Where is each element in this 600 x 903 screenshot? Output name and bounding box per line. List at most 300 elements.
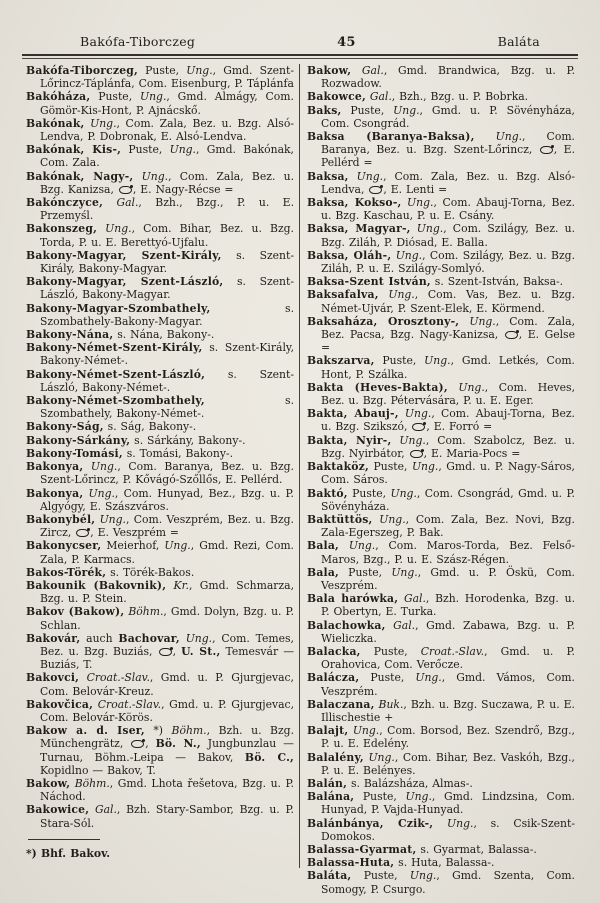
gazetteer-entry	[307, 170, 575, 196]
gazetteer-entry	[26, 394, 294, 420]
entry-region-abbrev: Böhm.	[171, 724, 207, 738]
entry-text: , Com. Baranya, Bez. u. Bzg. Szent-Lőrincz,	[321, 130, 575, 157]
entry-headword: Bakow,	[26, 776, 71, 790]
entry-region-abbrev: Ung.	[90, 116, 117, 130]
entry-region-abbrev: Gal.	[94, 803, 117, 817]
entry-text: , Com. Hunyad, Bez., Bzg. u. P. Algyógy, E. Szászváros.	[40, 486, 294, 513]
gazetteer-entry	[26, 368, 294, 394]
entry-text: Puste,	[138, 64, 187, 77]
entry-text: , Gmd. Vámos, Com. Veszprém.	[321, 671, 575, 698]
gazetteer-entry	[307, 817, 575, 843]
entry-text: , Gmd. Szent-Lőrincz-Táplánfa, Com. Eisenburg, P. Táplánfa	[40, 64, 294, 91]
entry-headword: Balalény,	[307, 750, 364, 764]
entry-text	[475, 130, 496, 143]
entry-text	[448, 381, 459, 394]
header-left-keyword: Bakófa-Tiborczeg	[80, 34, 196, 49]
entry-text: , Gmd. Almágy, Com. Gömör-Kis-Hont, P. Ajnácskő.	[40, 90, 294, 117]
entry-region-abbrev: Ung.	[415, 671, 442, 685]
entry-region-abbrev: Gal.	[403, 592, 426, 606]
entry-text: Puste,	[338, 565, 392, 579]
gazetteer-entry	[307, 777, 575, 790]
entry-headword: Bakony-Német-Szent-Király,	[26, 341, 203, 355]
entry-text: Puste,	[121, 143, 170, 157]
entry-headword: Bakovčica,	[26, 697, 94, 711]
entry-region-abbrev: Buk.	[378, 697, 404, 711]
gazetteer-entry	[26, 117, 294, 143]
right-column	[300, 64, 575, 896]
entry-region-abbrev: Ung.	[393, 103, 420, 117]
entry-text: Kopidlno — Bakov, T.	[40, 763, 156, 777]
entry-text: Puste,	[360, 644, 421, 658]
gazetteer-entry	[26, 90, 294, 116]
gazetteer-entry	[26, 539, 294, 565]
entry-text: , Com. Zala, Bez. u. Bzg. Alsó-Lendva, P. Dobronak, E. Alsó-Lendva.	[40, 116, 294, 144]
entry-text: , Com. Csongrád, Gmd. u. P. Sövényháza.	[321, 486, 575, 513]
entry-text	[433, 817, 447, 830]
entry-text: , Gmd. Bakónak, Com. Zala.	[40, 143, 294, 170]
entry-headword: Bakony-Magyar-Szombathely,	[26, 301, 211, 315]
entry-text: Puste,	[351, 869, 410, 883]
entry-text: , Gmd. u. P. Nagy-Sáros, Com. Sáros.	[321, 460, 575, 487]
gazetteer-entry	[307, 130, 575, 170]
entry-text: , Com. Szilágy, Bez. u. Bzg. Ziláh, P. u. E. Szilágy-Somlyó.	[321, 248, 576, 276]
entry-region-abbrev: Ung.	[105, 222, 132, 236]
entry-region-abbrev: Ung.	[409, 869, 437, 883]
entry-headword: Baktüttös,	[307, 512, 373, 526]
entry-text: s. Szent-László, Bakony-Német-.	[40, 367, 294, 394]
entry-text: , Com. Zala, Bez. u. Bzg. Kanizsa,	[40, 169, 295, 196]
entry-headword: Balánbánya, Czik-,	[307, 816, 434, 830]
entry-region-abbrev: Ung.	[390, 486, 417, 500]
entry-headword: Bakony-Tomási,	[26, 446, 123, 460]
entry-headword: Bakony-Nána,	[26, 328, 114, 342]
entry-text: , Com. Maros-Torda, Bez. Felső-Maros, Bzg., P. u. E. Szász-Régen.	[321, 539, 575, 566]
entry-headword: Bakónczyce,	[26, 196, 104, 210]
entry-text: , Com. Bihar, Bez. u. Bzg. Torda, P. u. E. Berettyó-Ujfalu.	[40, 222, 294, 249]
entry-text	[339, 539, 349, 552]
entry-text: , Com. Abauj-Torna, Bez. u. Bzg. Szikszó,	[321, 407, 575, 434]
entry-text: , Com. Heves, Bez. u. Bzg. Pétervására, P. u. E. Eger.	[321, 380, 575, 408]
entry-text: , Com. Zala, Bez. u. Bzg. Alsó-Lendva,	[321, 169, 575, 196]
entry-headword: Bakovci,	[26, 671, 80, 685]
entry-text: , Com. Temes, Bez. u. Bzg. Buziás,	[40, 631, 294, 658]
entry-region-abbrev: Ung.	[405, 790, 432, 804]
entry-text	[166, 579, 173, 592]
entry-headword: Bakonya,	[26, 460, 84, 474]
gazetteer-entry	[307, 645, 575, 671]
gazetteer-entry	[26, 434, 294, 447]
entry-text: , Gmd. Szenta, Com. Somogy, P. Csurgo.	[321, 869, 575, 896]
entry-text: Puste,	[354, 790, 406, 804]
entry-text: Meierhof,	[101, 539, 165, 553]
entry-headword: Balacka,	[307, 644, 361, 658]
gazetteer-entry	[26, 170, 294, 196]
post-horn-icon	[369, 186, 382, 194]
entry-text: , Gmd. Rezi, Com. Zala, P. Karmacs.	[40, 539, 294, 566]
entry-text: *)	[144, 724, 172, 738]
entry-text: , E. Lenti =	[383, 182, 448, 196]
post-horn-icon	[540, 146, 553, 154]
entry-text: , E. Maria-Pocs =	[423, 446, 521, 460]
entry-headword: Bakony-Magyar, Szent-László,	[26, 275, 224, 289]
gazetteer-entry	[26, 328, 294, 341]
entry-headword: Balaczana,	[307, 697, 375, 711]
entry-text: s. Nána, Bakony-.	[113, 328, 215, 342]
entry-text: , E. Nagy-Récse =	[132, 182, 234, 196]
entry-region-abbrev: Ung.	[407, 196, 434, 210]
gazetteer-entry	[307, 64, 575, 90]
entry-text: , s. Csik-Szent-Domokos.	[321, 816, 575, 843]
entry-headword: Balachowka,	[307, 618, 386, 632]
gazetteer-entry	[307, 856, 575, 869]
entry-headword: Baktó,	[307, 486, 348, 500]
entry-text: , Gmd. u. P. Gjurgjevac, Com. Belovár-Körös.	[40, 697, 295, 724]
entry-text	[103, 196, 116, 209]
entry-text: ,	[145, 737, 156, 751]
gazetteer-entry	[26, 777, 294, 803]
entry-text	[379, 288, 389, 301]
gazetteer-entry	[26, 460, 294, 486]
entry-text: s. Huta, Balassa-.	[394, 856, 495, 870]
entry-headword: Bakóháza,	[26, 90, 91, 104]
entry-headword: Bakowice,	[26, 803, 90, 817]
entry-headword: Balána,	[307, 790, 355, 804]
entry-headword: Bakonybél,	[26, 512, 96, 526]
entry-headword: Baksaháza, Orosztony-,	[307, 314, 460, 328]
entry-text: , Gmd. Lindzsina, Com. Hunyad, P. Vajda-Hunyad.	[321, 790, 575, 817]
gazetteer-entry	[307, 460, 575, 486]
entry-region-abbrev: Ung.	[141, 169, 169, 183]
entry-region-abbrev: Ung.	[399, 433, 426, 447]
gazetteer-entry	[26, 579, 294, 605]
entry-text: , Gmd. u. P. Orahovica, Com. Verőcze.	[321, 644, 575, 672]
gazetteer-entry	[26, 487, 294, 513]
entry-headword: Balassa-Huta,	[307, 856, 395, 870]
entry-text: s. Szent-Király, Bakony-Német-.	[40, 341, 294, 368]
entry-region-abbrev: Ung.	[352, 724, 380, 738]
gazetteer-entry	[26, 64, 294, 90]
entry-text	[133, 170, 141, 183]
entry-text: s. Tomási, Bakony-.	[122, 446, 234, 460]
entry-headword: Bakowce,	[307, 90, 366, 104]
gazetteer-entry	[307, 751, 575, 777]
entry-text: , Gmd. Zabawa, Bzg. u. P. Wieliczka.	[321, 618, 575, 645]
entry-headword: Bakta, Abauj-,	[307, 407, 399, 421]
entry-text	[83, 460, 91, 473]
entry-region-abbrev: Ung.	[416, 222, 444, 236]
entry-text: , Com. Szilágy, Bez. u. Bzg. Ziláh, P. Diósad, E. Balla.	[321, 222, 575, 249]
entry-region-abbrev: Ung.	[411, 460, 439, 474]
header-right-keyword: Baláta	[497, 34, 540, 49]
entry-text: , Gmd. u. P. Öskü, Com. Veszprém.	[321, 565, 575, 592]
gazetteer-entry	[26, 222, 294, 248]
entry-text: , Gmd. u. P. Sövényháza, Com. Csongrád.	[321, 103, 575, 130]
entry-text: , Com. Bihar, Bez. Vaskóh, Bzg., P. u. E. Belényes.	[321, 750, 575, 777]
gazetteer-entry	[26, 513, 294, 539]
entry-text: s. Balázsháza, Almas-.	[347, 776, 473, 790]
entry-headword: Bakow a. d. Iser,	[26, 724, 145, 738]
entry-region-abbrev: Ung.	[469, 314, 496, 328]
entry-headword: Baksa,	[307, 169, 349, 183]
entry-text: s. Szent-István, Baksa-.	[430, 275, 564, 289]
post-horn-icon	[76, 529, 89, 537]
gazetteer-entry	[26, 275, 294, 301]
entry-headword: Baksa, Oláh-,	[307, 248, 392, 262]
entry-region-abbrev: Gal.	[393, 618, 416, 632]
entry-headword: Balán,	[307, 776, 348, 790]
entry-text	[97, 222, 105, 235]
entry-headword: Bala harówka,	[307, 592, 399, 606]
entry-region-abbrev: Gal.	[116, 196, 139, 210]
entry-region-abbrev: Gal.	[369, 90, 392, 104]
entry-region-abbrev: Croat.-Slav.	[97, 697, 162, 711]
entry-text: , Bzh. Stary-Sambor, Bzg. u. P. Stara-Sól.	[40, 803, 294, 830]
entry-region-abbrev: Ung.	[88, 486, 115, 500]
entry-headword: Bala,	[307, 539, 339, 553]
entry-text: Temesvár — Buziás, T.	[40, 644, 294, 672]
entry-headword: Bakonycser,	[26, 539, 102, 553]
entry-text: , Com. Zala, Bez. Novi, Bzg. Zala-Egerszeg, P. Bak.	[321, 512, 575, 540]
entry-headword: Bakow,	[307, 64, 352, 77]
entry-headword: Baksa, Kokso-,	[307, 196, 402, 210]
gazetteer-entry	[307, 434, 575, 460]
entry-region-abbrev: Ung.	[424, 354, 451, 368]
gazetteer-entry	[307, 196, 575, 222]
gazetteer-entry	[307, 381, 575, 407]
entry-region-abbrev: Ung.	[458, 380, 485, 394]
entry-headword: Bö. C.,	[244, 750, 294, 764]
gazetteer-entry	[26, 698, 294, 724]
entry-text: , Gmd. Dolyn, Bzg. u. P. Schlan.	[40, 605, 294, 632]
entry-text: , Com. Abauj-Torna, Bez. u. Bzg. Kaschau, P. u. E. Csány.	[321, 196, 575, 223]
entry-headword: Bakony-Magyar, Szent-Király,	[26, 248, 222, 262]
entry-headword: Bakónak, Nagy-,	[26, 169, 134, 183]
entry-text: s. Szent-László, Bakony-Magyar.	[40, 275, 294, 302]
gazetteer-entry	[307, 487, 575, 513]
footnote: *) Bhf. Bakov.	[26, 846, 111, 860]
entry-text: Puste,	[347, 486, 391, 500]
entry-text: s. Törék-Bakos.	[106, 565, 195, 579]
entry-region-abbrev: Ung.	[356, 169, 384, 183]
entry-headword: Bakonya,	[26, 486, 84, 500]
entry-region-abbrev: Ung.	[169, 143, 196, 157]
entry-headword: Bö. N.,	[155, 737, 201, 751]
entry-text: , Gmd. Letkés, Com. Hont, P. Szálka.	[321, 354, 575, 381]
entry-headword: Bakos-Törék,	[26, 565, 107, 579]
entry-region-abbrev: Böhm.	[128, 605, 164, 619]
entry-text: , Bzh., Bzg. u. P. Bobrka.	[391, 90, 529, 104]
entry-text: , Bzh. u. Bzg. Suczawa, P. u. E. Illischestie +	[321, 697, 575, 724]
entry-headword: Baks,	[307, 103, 342, 117]
gazetteer-entry	[307, 698, 575, 724]
entry-text: , Gmd. Lhota řešetova, Bzg. u. P. Náchod.	[40, 776, 294, 804]
entry-headword: Baksa-Szent István,	[307, 275, 431, 289]
entry-headword: Baksa (Baranya-Baksa),	[307, 130, 475, 144]
gazetteer-entry	[307, 671, 575, 697]
entry-headword: Bakony-Ság,	[26, 420, 104, 434]
gazetteer-entry	[26, 447, 294, 460]
gazetteer-entry	[26, 249, 294, 275]
entry-text: , Com. Zala, Bez. Pacsa, Bzg. Nagy-Kanizsa,	[321, 314, 576, 342]
entry-text: , Com. Baranya, Bez. u. Bzg. Szent-Lőrincz, P. Kővágó-Szőllős, E. Pellérd.	[40, 460, 294, 487]
entry-text: , E. Gelse =	[321, 328, 575, 355]
entry-region-abbrev: Gal.	[361, 64, 384, 77]
gazetteer-entry	[307, 90, 575, 103]
entry-region-abbrev: Ung.	[185, 631, 213, 645]
gazetteer-entry	[307, 539, 575, 565]
entry-text: , E. Forró =	[426, 420, 493, 434]
entry-text: , Gmd. Schmarza, Bzg. u. P. Stein.	[40, 578, 294, 606]
entry-region-abbrev: Ung.	[368, 750, 395, 764]
gazetteer-entry	[26, 724, 294, 777]
entry-text	[349, 170, 357, 183]
entry-text: s. Gyarmat, Balassa-.	[416, 842, 537, 856]
gazetteer-entry	[307, 724, 575, 750]
post-horn-icon	[412, 423, 425, 431]
entry-region-abbrev: Ung.	[391, 565, 418, 579]
entry-headword: Bakov (Bakow),	[26, 605, 125, 619]
entry-text: s. Szombathely, Bakony-Német-.	[40, 394, 294, 421]
entry-text: , Gmd. u. P. Gjurgjevac, Com. Belovár-Kreuz.	[40, 671, 294, 698]
entry-text	[459, 315, 469, 328]
entry-text	[351, 64, 362, 77]
entry-text: , Com. Szabolcz, Bez. u. Bzg. Nyirbátor,	[321, 433, 575, 460]
gazetteer-entry	[26, 341, 294, 367]
gazetteer-entry	[26, 671, 294, 697]
gazetteer-entry	[26, 803, 294, 829]
post-horn-icon	[119, 186, 132, 194]
entry-region-abbrev: Ung.	[495, 130, 523, 144]
entry-headword: Baksa, Magyar-,	[307, 222, 411, 236]
gazetteer-entry	[26, 566, 294, 579]
gazetteer-entry	[307, 315, 575, 355]
gazetteer-entry	[307, 566, 575, 592]
entry-region-abbrev: Ung.	[404, 407, 432, 421]
left-column	[26, 64, 299, 896]
gazetteer-entry	[26, 143, 294, 169]
entry-text: s. Szombathely-Bakony-Magyar.	[40, 301, 294, 328]
entry-text: Puste,	[90, 90, 140, 104]
gazetteer-entry	[307, 222, 575, 248]
entry-headword: Balajt,	[307, 724, 349, 738]
gazetteer-entry	[307, 790, 575, 816]
entry-headword: Baksafalva,	[307, 288, 379, 302]
gazetteer-entry	[307, 288, 575, 314]
gazetteer-entry	[26, 302, 294, 328]
entry-region-abbrev: Ung.	[348, 539, 376, 553]
entry-text: , Bzh. Horodenka, Bzg. u. P. Obertyn, E. Turka.	[321, 592, 576, 619]
entry-text: Puste,	[374, 354, 425, 368]
entry-headword: Bakónak,	[26, 116, 85, 130]
entry-region-abbrev: Croat.-Slav.	[86, 671, 150, 685]
entry-text: , E. Pellérd =	[321, 143, 575, 170]
entry-text: Jungbunzlau — Turnau, Böhm.-Leipa — Bakov,	[40, 737, 294, 764]
entry-region-abbrev: Ung.	[395, 248, 423, 262]
entry-region-abbrev: Böhm.	[74, 776, 110, 790]
entry-text: , Com. Veszprém, Bez. u. Bzg. Zircz,	[40, 512, 294, 540]
entry-text: Puste,	[341, 103, 394, 117]
entry-region-abbrev: Ung.	[139, 90, 167, 104]
entry-text: , Bzh., Bzg., P. u. E. Przemyśl.	[40, 196, 294, 223]
entry-region-abbrev: Ung.	[388, 288, 415, 302]
entry-headword: Bakszarva,	[307, 354, 375, 368]
gazetteer-entry	[307, 592, 575, 618]
gazetteer-entry	[307, 843, 575, 856]
entry-headword: Balácza,	[307, 671, 360, 685]
entry-headword: U. St.,	[181, 644, 221, 658]
gazetteer-entry	[26, 605, 294, 631]
entry-headword: Baktaköz,	[307, 460, 369, 474]
entry-headword: Bakounik (Bakovnik),	[26, 578, 167, 592]
gazetteer-entry	[26, 196, 294, 222]
two-column-body	[0, 59, 600, 896]
entry-text: ,	[172, 644, 182, 658]
entry-text: Puste,	[368, 460, 412, 474]
entry-headword: Bakófa-Tiborczeg,	[26, 64, 138, 77]
post-horn-icon	[410, 450, 423, 458]
entry-region-abbrev: Ung.	[164, 539, 191, 553]
entry-headword: Bakta (Heves-Bakta),	[307, 380, 448, 394]
entry-headword: Balassa-Gyarmat,	[307, 842, 417, 856]
post-horn-icon	[131, 740, 144, 748]
entry-headword: Bakony-Német-Szent-László,	[26, 367, 206, 381]
entry-headword: Bakta, Nyir-,	[307, 433, 392, 447]
entry-headword: Bakony-Sárkány,	[26, 433, 131, 447]
entry-text	[79, 671, 86, 684]
gazetteer-entry	[307, 249, 575, 275]
entry-region-abbrev: Ung.	[99, 512, 126, 526]
gazetteer-entry	[307, 407, 575, 433]
entry-region-abbrev: Ung.	[186, 64, 213, 77]
gazetteer-entry	[307, 619, 575, 645]
entry-text: s. Sárkány, Bakony-.	[130, 433, 246, 447]
entry-region-abbrev: Ung.	[379, 512, 406, 526]
post-horn-icon	[159, 648, 172, 656]
entry-headword: Bakonszeg,	[26, 222, 98, 236]
entry-text: , E. Veszprém =	[90, 526, 179, 540]
entry-text: s. Szent-Király, Bakony-Magyar.	[40, 248, 294, 276]
entry-text: , Bzh. u. Bzg. Münchengrätz,	[40, 724, 295, 751]
entry-text: s. Ság, Bakony-.	[103, 420, 197, 434]
entry-text: , Gmd. Brandwica, Bzg. u. P. Rozwadow.	[321, 64, 576, 91]
entry-headword: Bakony-Német-Szombathely,	[26, 394, 205, 408]
entry-headword: Bachovar,	[118, 631, 180, 645]
running-header	[0, 0, 600, 54]
entry-text: auch	[80, 631, 119, 645]
entry-headword: Bakónak, Kis-,	[26, 143, 122, 157]
gazetteer-entry	[307, 104, 575, 130]
entry-text: Puste,	[359, 671, 416, 685]
entry-region-abbrev: Croat.-Slav.	[420, 644, 485, 658]
entry-text: , Com. Vas, Bez. u. Bzg. Német-Ujvár, P. Szent-Elek, E. Körmend.	[321, 288, 575, 315]
post-horn-icon	[505, 331, 518, 339]
footnote-rule	[28, 839, 100, 840]
entry-headword: Baláta,	[307, 869, 352, 883]
gazetteer-entry	[307, 513, 575, 539]
gazetteer-entry	[307, 354, 575, 380]
entry-headword: Bala,	[307, 565, 339, 579]
gazetteer-entry	[26, 632, 294, 672]
gazetteer-entry	[26, 420, 294, 433]
entry-region-abbrev: Ung.	[447, 816, 474, 830]
page-number: 45	[337, 35, 356, 50]
entry-headword: Bakovár,	[26, 631, 81, 645]
gazetteer-entry	[307, 869, 575, 895]
entry-region-abbrev: Kr.	[173, 578, 189, 592]
entry-text: , Com. Borsod, Bez. Szendrő, Bzg., P. u. E. Edelény.	[321, 724, 575, 751]
entry-region-abbrev: Ung.	[90, 460, 118, 474]
gazetteer-entry	[307, 275, 575, 288]
